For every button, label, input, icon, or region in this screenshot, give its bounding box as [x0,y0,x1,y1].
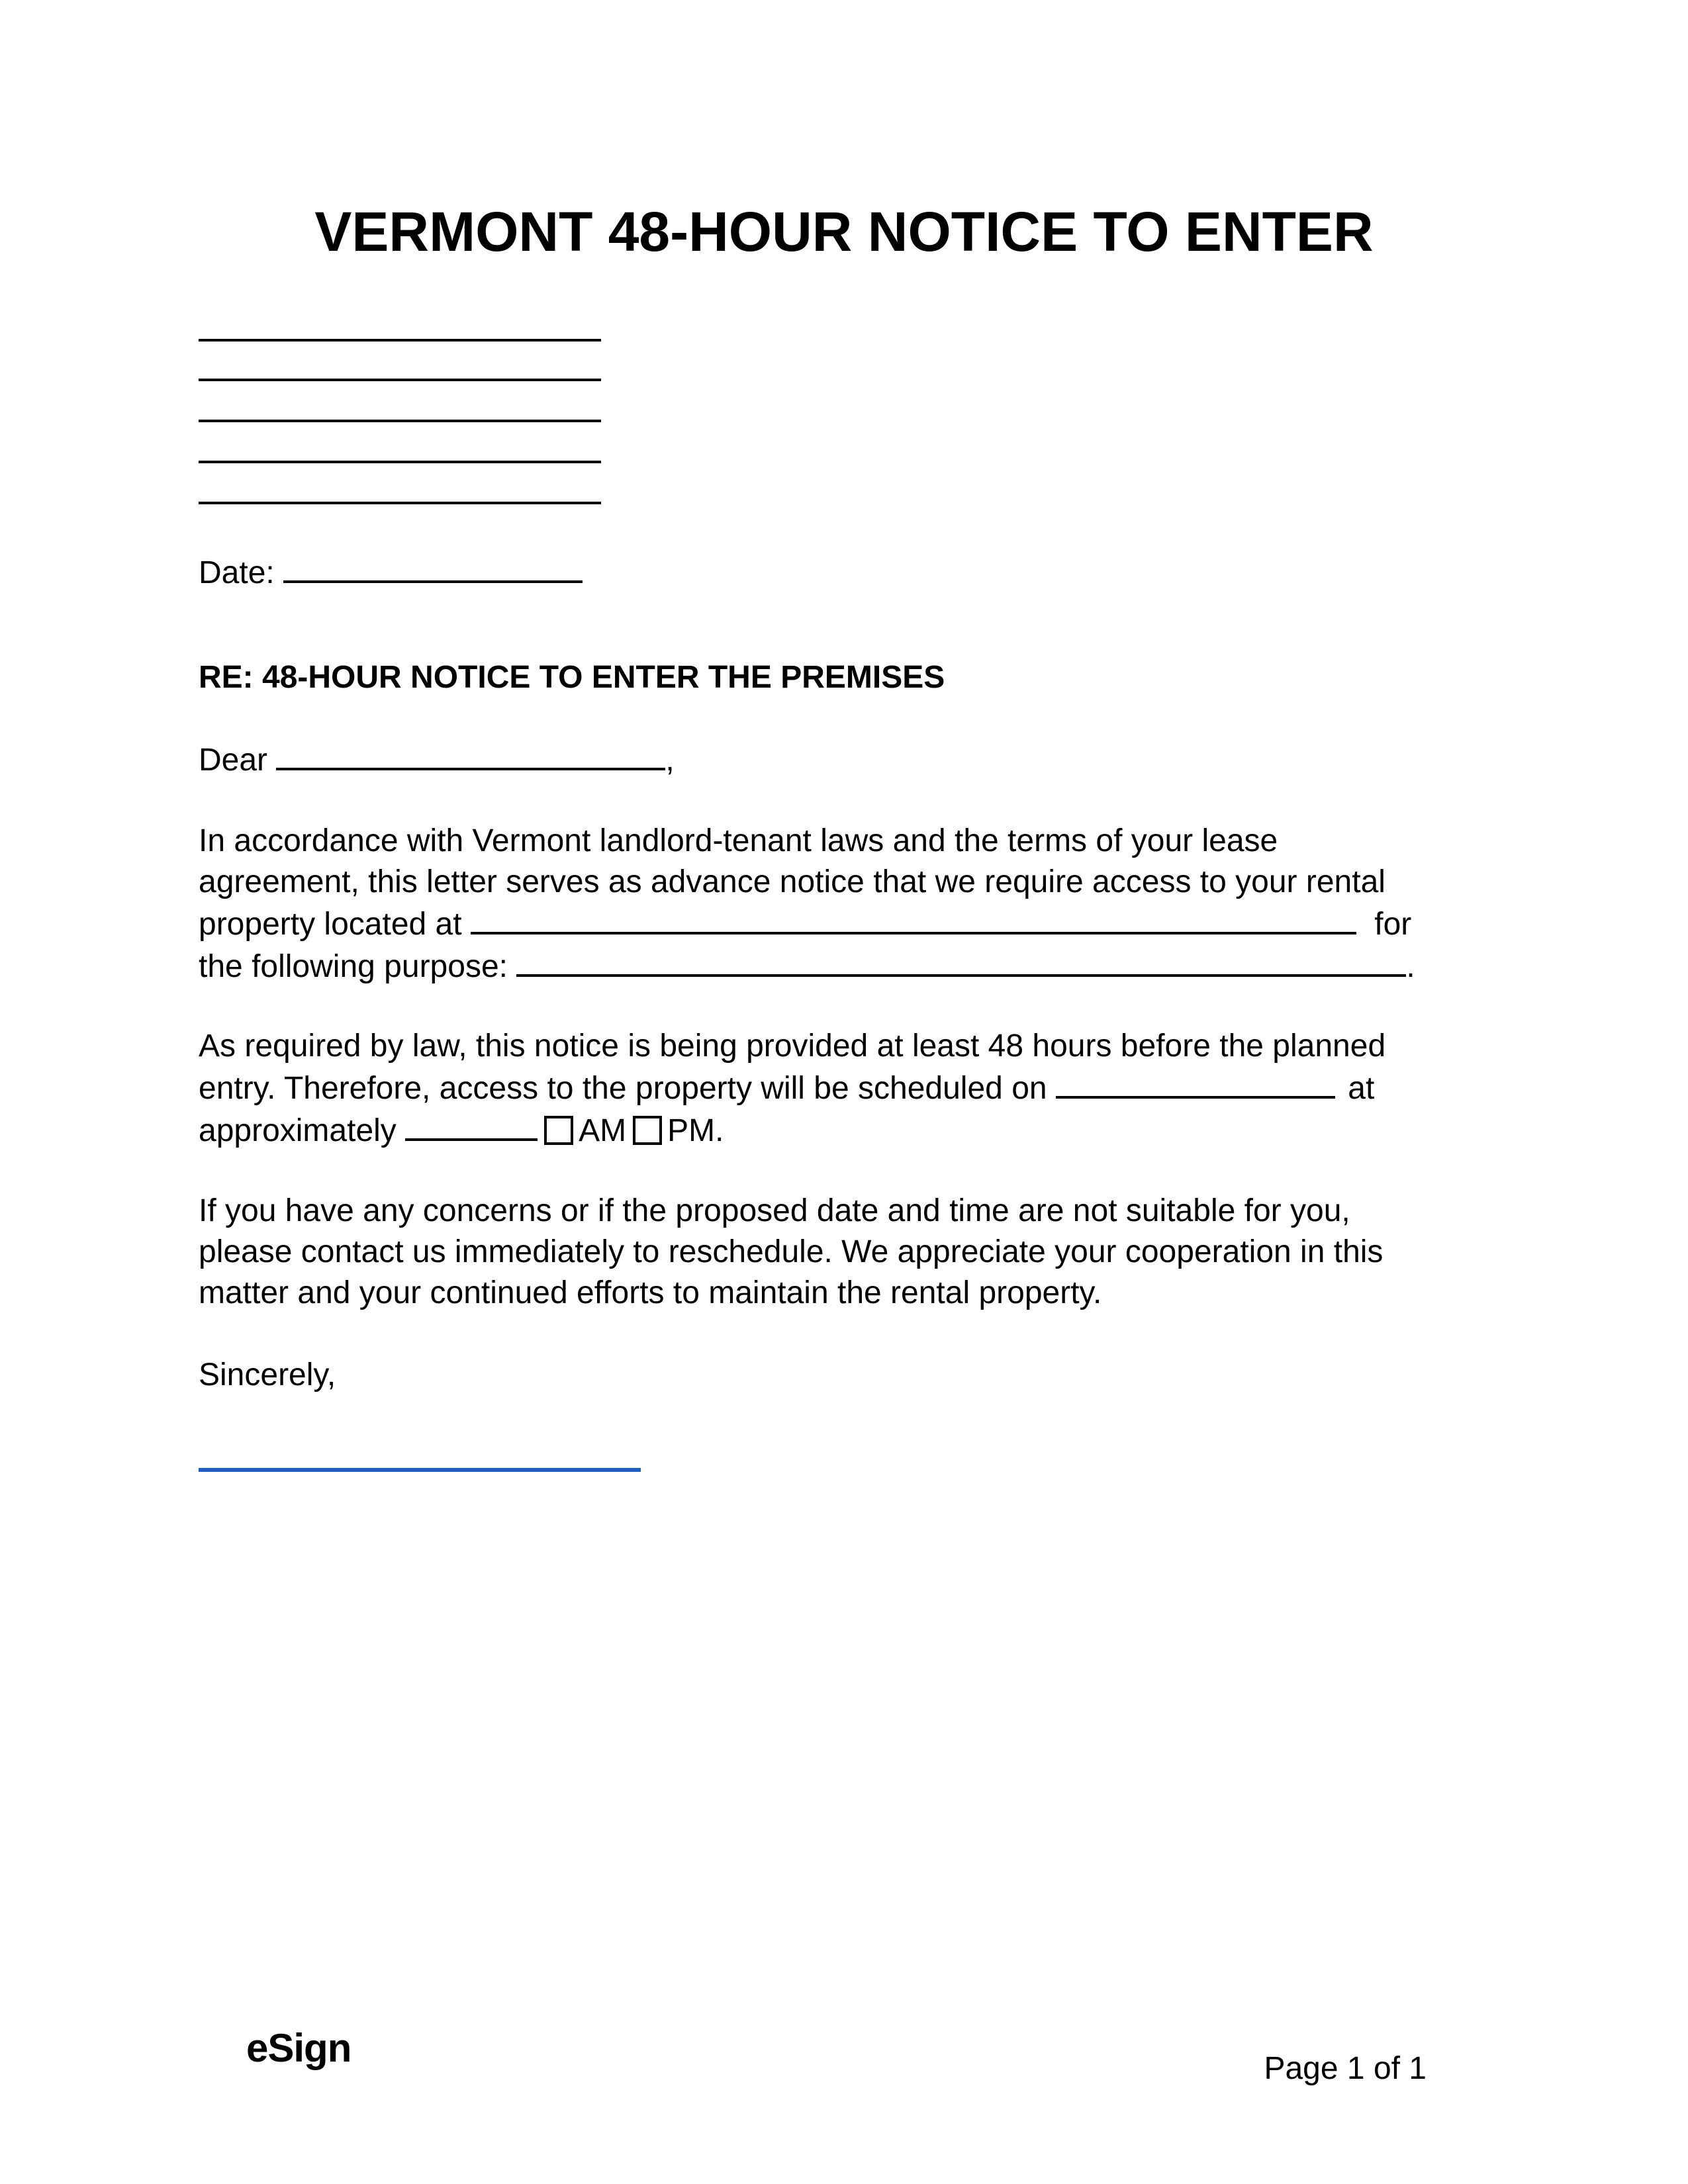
scheduled-label: entry. Therefore, access to the property will be scheduled on [199,1071,1047,1106]
salutation-comma: , [665,743,675,778]
page-number: Page 1 of 1 [1264,2051,1427,2086]
purpose-field[interactable] [516,945,1406,977]
address-line-5[interactable] [199,502,601,504]
paragraph-1-line-2: agreement, this letter serves as advance notice that we require access to your rental [199,864,1385,899]
paragraph-3-line-1: If you have any concerns or if the proposed date and time are not suitable for you, [199,1193,1350,1228]
closing: Sincerely, [199,1357,336,1392]
entry-time-field[interactable] [405,1109,538,1141]
for-label: for [1374,907,1412,942]
paragraph-1-line-4 [199,945,1470,987]
approximately-label: approximately [199,1113,397,1148]
entry-date-field[interactable] [1056,1067,1335,1099]
property-label: property located at [199,907,462,942]
paragraph-2-line-1: As required by law, this notice is being provided at least 48 hours before the planned [199,1028,1386,1064]
paragraph-2-line-2 [199,1067,1470,1109]
paragraph-3-line-2: please contact us immediately to reschedule. We appreciate your cooperation in this [199,1234,1383,1269]
property-address-field[interactable] [471,903,1356,934]
recipient-name-field[interactable] [276,739,665,770]
esign-logo: eSign [246,2026,352,2070]
pm-label: PM. [667,1113,724,1148]
paragraph-1-line-3 [199,903,1470,945]
salutation-label: Dear [199,743,268,778]
address-line-3[interactable] [199,420,601,422]
paragraph-2-line-3 [199,1109,1470,1152]
at-label: at [1348,1071,1375,1106]
address-line-1[interactable] [199,339,601,341]
paragraph-3-line-3: matter and your continued efforts to maintain the rental property. [199,1275,1102,1310]
am-checkbox[interactable] [544,1116,573,1145]
address-line-4[interactable] [199,461,601,463]
date-row [199,551,1470,594]
date-label: Date: [199,555,275,590]
paragraph-3 [199,1191,1470,1314]
re-line: RE: 48-HOUR NOTICE TO ENTER THE PREMISES [199,660,945,695]
document-title: VERMONT 48-HOUR NOTICE TO ENTER [314,201,1374,263]
signature-line[interactable] [199,1468,641,1472]
pm-checkbox[interactable] [633,1116,662,1145]
date-field[interactable] [283,551,583,583]
paragraph-2 [199,1026,1470,1152]
paragraph-1 [199,821,1470,987]
paragraph-1-line-1: In accordance with Vermont landlord-tenant laws and the terms of your lease [199,823,1278,858]
am-label: AM [579,1113,627,1148]
address-line-2[interactable] [199,379,601,381]
salutation-row [199,739,1470,781]
purpose-label: the following purpose: [199,949,508,984]
purpose-period: . [1406,949,1415,984]
